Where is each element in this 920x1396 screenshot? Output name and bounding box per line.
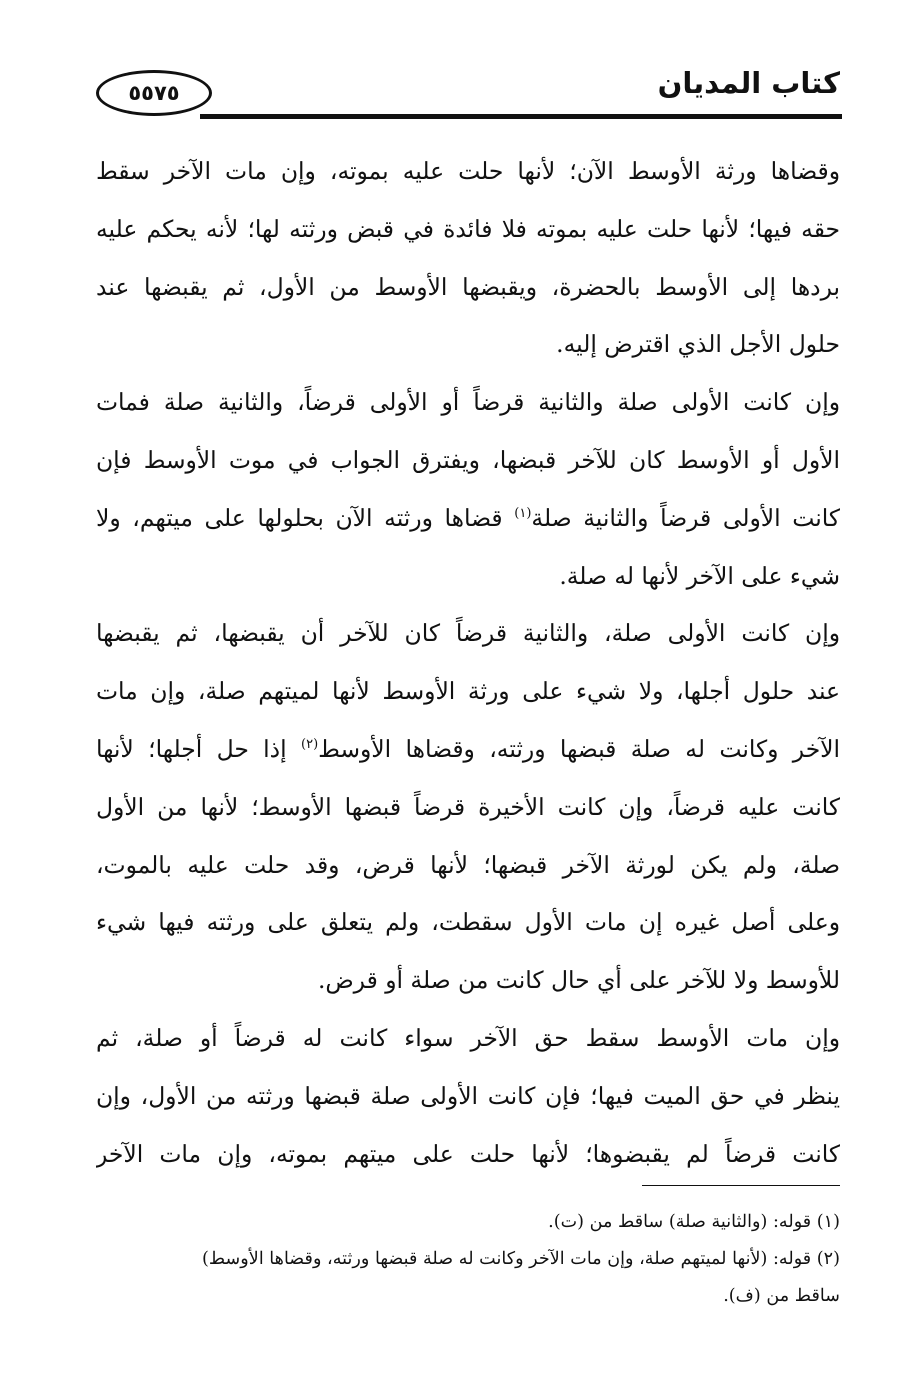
text-line: وإن كانت الأولى صلة والثانية قرضاً أو الأولى قرضاً، والثانية صلة فمات — [96, 388, 840, 417]
footnotes — [96, 1204, 840, 1315]
text-line — [96, 490, 840, 548]
text-line: وإن كانت الأولى صلة، والثانية قرضاً كان للآخر أن يقبضها، ثم يقبضها — [96, 619, 840, 648]
paragraph-4 — [96, 1010, 840, 1183]
footnote-ref-1: (١) — [514, 505, 532, 521]
body-text — [96, 143, 840, 1183]
text-line: للأوسط ولا للآخر على أي حال كانت من صلة أو قرض. — [317, 966, 840, 995]
page-header — [90, 60, 842, 120]
footnote-ref-2: (٢) — [301, 736, 319, 752]
text-line: عند حلول أجلها، ولا شيء على ورثة الأوسط لأنها لميتهم صلة، وإن مات — [96, 677, 840, 706]
header-rule — [200, 114, 842, 119]
book-title: كتاب المديان — [657, 66, 840, 100]
text-line: وإن مات الأوسط سقط حق الآخر سواء كانت له قرضاً أو صلة، ثم — [96, 1023, 840, 1052]
text-segment: إذا حل أجلها؛ لأنها — [96, 734, 302, 763]
text-line: وعلى أصل غيره إن مات الأول سقطت، ولم يتعلق على ورثته فيها شيء — [96, 908, 840, 937]
text-line: كانت عليه قرضاً، وإن كانت الأخيرة قرضاً قبضها الأوسط؛ لأنها من الأول — [96, 792, 840, 821]
text-segment: الآخر وكانت له صلة قبضها ورثته، وقضاها الأوسط — [318, 734, 840, 763]
footnote-text: ساقط من (ف). — [723, 1286, 840, 1306]
page-number-badge: ٥٥٧٥ — [96, 70, 212, 116]
text-line: صلة، ولم يكن لورثة الآخر قبضها؛ لأنها قرض، وقد حلت عليه بالموت، — [96, 850, 840, 879]
footnote-text: (١) قوله: (والثانية صلة) ساقط من (ت). — [548, 1212, 840, 1232]
footnote-1 — [96, 1204, 840, 1241]
text-line: حلول الأجل الذي اقترض إليه. — [556, 330, 840, 359]
footnote-separator — [642, 1185, 840, 1186]
text-line: الأول أو الأوسط كان للآخر قبضها، ويفترق الجواب في موت الأوسط فإن — [96, 445, 840, 474]
text-line: كانت قرضاً لم يقبضوها؛ لأنها حلت على ميتهم بموته، وإن مات الآخر — [96, 1139, 840, 1168]
text-line: بردها إلى الأوسط بالحضرة، ويقبضها الأوسط من الأول، ثم يقبضها عند — [96, 272, 840, 301]
paragraph-3 — [96, 605, 840, 1010]
paragraph-1 — [96, 143, 840, 374]
footnote-2 — [96, 1241, 840, 1315]
text-line: حقه فيها؛ لأنها حلت عليه بموته فلا فائدة في قبض ورثته لها؛ لأنه يحكم عليه — [96, 214, 840, 243]
text-line: وقضاها ورثة الأوسط الآن؛ لأنها حلت عليه بموته، وإن مات الآخر سقط — [96, 157, 840, 185]
footnote-text: (٢) قوله: (لأنها لميتهم صلة، وإن مات الآخر وكانت له صلة قبضها ورثته، وقضاها الأوسط) — [201, 1249, 840, 1269]
text-line — [96, 721, 840, 779]
text-segment: كانت الأولى قرضاً والثانية صلة — [531, 503, 840, 532]
paragraph-2 — [96, 374, 840, 605]
text-line: شيء على الآخر لأنها له صلة. — [559, 561, 840, 590]
text-line: ينظر في حق الميت فيها؛ فإن كانت الأولى صلة قبضها ورثته من الأول، وإن — [96, 1081, 840, 1110]
text-segment: قضاها ورثته الآن بحلولها على ميتهم، ولا — [96, 503, 515, 532]
